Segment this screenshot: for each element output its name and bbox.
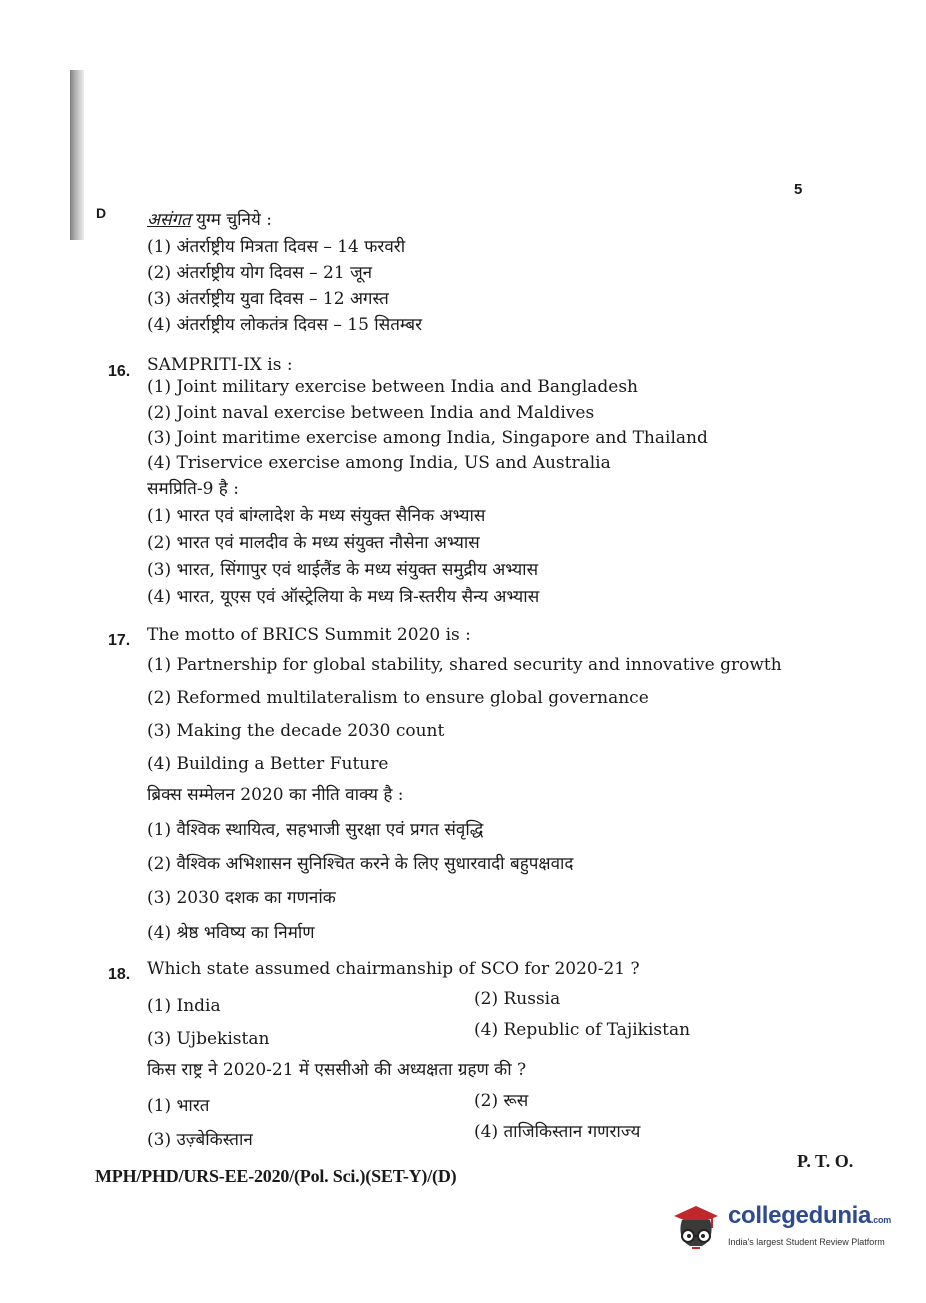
q16-option-en-4: (4) Triservice exercise among India, US and Australia xyxy=(147,453,611,473)
q15-option-2: (2) अंतर्राष्ट्रीय योग दिवस – 21 जून xyxy=(147,263,373,283)
q16-option-en-1: (1) Joint military exercise between India and Bangladesh xyxy=(147,377,639,397)
q18-option-hi-4: (4) ताजिकिस्तान गणराज्य xyxy=(474,1122,641,1142)
brand-tagline: India's largest Student Review Platform xyxy=(728,1237,885,1247)
q15-hindi-stem xyxy=(147,212,272,229)
q18-option-hi-2: (2) रूस xyxy=(474,1091,529,1111)
q15-option-4: (4) अंतर्राष्ट्रीय लोकतंत्र दिवस – 15 सितम्बर xyxy=(147,315,423,335)
q18-number: 18. xyxy=(108,966,131,983)
q18-option-en-3: (3) Ujbekistan xyxy=(147,1029,270,1049)
q15-option-3: (3) अंतर्राष्ट्रीय युवा दिवस – 12 अगस्त xyxy=(147,289,389,309)
q17-option-hi-3: (3) 2030 दशक का गणनांक xyxy=(147,888,336,908)
collegedunia-mascot-icon xyxy=(668,1198,724,1254)
brand-suffix: .com xyxy=(871,1215,891,1225)
q17-option-en-3: (3) Making the decade 2030 count xyxy=(147,721,445,741)
set-code: D xyxy=(96,205,107,221)
pto-label: P. T. O. xyxy=(797,1151,854,1171)
collegedunia-wordmark xyxy=(728,1202,891,1230)
q18-option-en-2: (2) Russia xyxy=(474,989,561,1009)
q18-option-en-4: (4) Republic of Tajikistan xyxy=(474,1020,691,1040)
q17-option-en-1: (1) Partnership for global stability, shared security and innovative growth xyxy=(147,655,782,675)
q17-option-en-4: (4) Building a Better Future xyxy=(147,754,389,774)
q16-option-hi-3: (3) भारत, सिंगापुर एवं थाईलैंड के मध्य संयुक्त समुद्रीय अभ्यास xyxy=(147,560,539,580)
q17-question-en: The motto of BRICS Summit 2020 is : xyxy=(147,625,471,645)
q16-option-hi-4: (4) भारत, यूएस एवं ऑस्ट्रेलिया के मध्य त्रि-स्तरीय सैन्य अभ्यास xyxy=(147,587,540,607)
q15-stem-rest: युग्म चुनिये : xyxy=(190,210,272,230)
q17-option-hi-2: (2) वैश्विक अभिशासन सुनिश्चित करने के लिए सुधारवादी बहुपक्षवाद xyxy=(147,854,574,874)
q18-option-en-1: (1) India xyxy=(147,996,221,1016)
q18-question-en: Which state assumed chairmanship of SCO for 2020-21 ? xyxy=(147,959,640,979)
paper-code: MPH/PHD/URS-EE-2020/(Pol. Sci.)(SET-Y)/(D) xyxy=(95,1166,457,1186)
q17-option-hi-4: (4) श्रेष्ठ भविष्य का निर्माण xyxy=(147,923,315,943)
q16-option-en-2: (2) Joint naval exercise between India and Maldives xyxy=(147,403,595,423)
q18-option-hi-3: (3) उज़्बेकिस्तान xyxy=(147,1130,253,1150)
q17-number: 17. xyxy=(108,632,131,649)
q18-option-hi-1: (1) भारत xyxy=(147,1096,210,1116)
brand-name: collegedunia xyxy=(728,1202,872,1229)
q16-option-hi-2: (2) भारत एवं मालदीव के मध्य संयुक्त नौसेना अभ्यास xyxy=(147,533,480,553)
q16-option-en-3: (3) Joint maritime exercise among India, Singapore and Thailand xyxy=(147,428,708,448)
q17-option-hi-1: (1) वैश्विक स्थायित्व, सहभाजी सुरक्षा एवं प्रगत संवृद्धि xyxy=(147,820,484,840)
scan-shadow xyxy=(70,70,84,240)
q17-question-hi: ब्रिक्स सम्मेलन 2020 का नीति वाक्य है : xyxy=(147,785,404,805)
q15-option-1: (1) अंतर्राष्ट्रीय मित्रता दिवस – 14 फरवरी xyxy=(147,237,406,257)
q16-number: 16. xyxy=(108,363,131,380)
q16-question-hi: समप्रिति-9 है : xyxy=(147,479,239,499)
q18-question-hi: किस राष्ट्र ने 2020-21 में एससीओ की अध्यक्षता ग्रहण की ? xyxy=(147,1060,527,1080)
q16-option-hi-1: (1) भारत एवं बांग्लादेश के मध्य संयुक्त सैनिक अभ्यास xyxy=(147,506,486,526)
q17-option-en-2: (2) Reformed multilateralism to ensure global governance xyxy=(147,688,649,708)
q15-stem-emphasis: असंगत xyxy=(147,210,191,230)
q16-question-en: SAMPRITI-IX is : xyxy=(147,355,293,375)
page-number: 5 xyxy=(794,181,803,198)
collegedunia-watermark xyxy=(668,1196,898,1260)
